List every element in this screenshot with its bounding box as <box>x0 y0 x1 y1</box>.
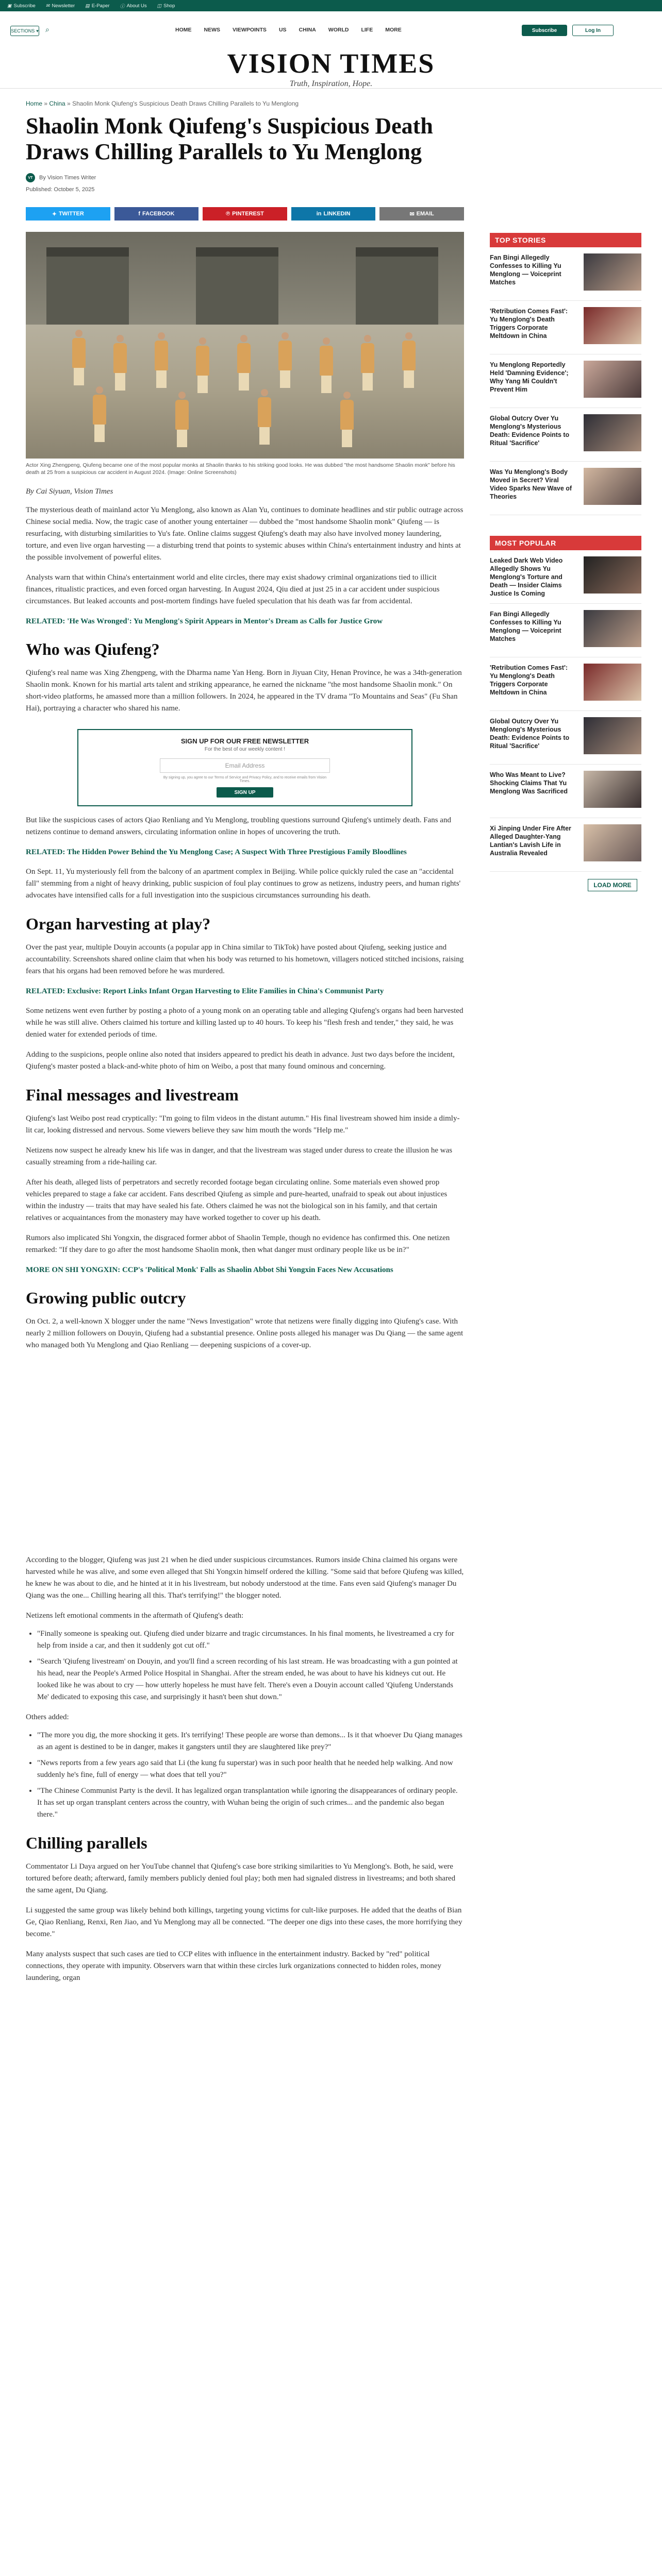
story-thumbnail <box>584 556 641 594</box>
load-more-button[interactable]: LOAD MORE <box>588 879 637 891</box>
list-item[interactable]: Was Yu Menglong's Body Moved in Secret? Viral Video Sparks New Wave of Theories <box>490 462 641 515</box>
newsletter-terms: By signing up, you agree to our Terms of Service and Privacy Policy, and to receive emails from Vision Times. <box>163 776 327 783</box>
paragraph: Qiufeng's real name was Xing Zhengpeng, with the Dharma name Yan Heng. Born in Jiyuan City, Henan Province, he was a 34th-generation Shaolin monk. Known for his martial arts talent and striking appearance, he earned the nickname "the most handsome Shaolin monk." On short-video platforms, he amassed more than a million followers. In 2024, he appeared in the TV drama "To Mountains and Seas" (Fu Shan Hai), portraying a character who shared his name. <box>26 669 462 713</box>
topbar-item-about[interactable]: ⓘ About Us <box>120 3 147 9</box>
paragraph: Over the past year, multiple Douyin accounts (a popular app in China similar to TikTok) have posted about Qiufeng, seeking justice and accountability. Screenshots shared online claim that when his body was returned to his hometown, villagers noticed stitched incisions, raising fears that his organs had been removed before he was murdered. <box>26 943 464 975</box>
share-pinterest-button[interactable]: ℗ PINTEREST <box>203 207 287 221</box>
breadcrumb-home[interactable]: Home <box>26 100 43 107</box>
paragraph: Commentator Li Daya argued on her YouTube channel that Qiufeng's case bore striking similarities to Yu Menglong's. Both, he said, were tortured before death; afterward, family members publicly denied foul play; both men had signaled distress in livestreams; and both shared the same agent, Du Qiang. <box>26 1862 456 1894</box>
paragraph: Rumors also implicated Shi Yongxin, the disgraced former abbot of Shaolin Temple, though no evidence has confirmed this. One netizen remarked: "If they dare to go after the most handsome Shaolin monk, then what danger must ordinary people like us be in?" <box>26 1234 450 1254</box>
paragraph: According to the blogger, Qiufeng was just 21 when he died under suspicious circumstances. Rumors inside China claimed his organs were harvested while he was alive, and some even alleged that Shi Yongxin himself ordered the killing. "Some said that before Qiufeng was killed, he knew he was about to die, and he hinted at it in his livestream, but nobody understood at the time. Fans even said Qiufeng's manager Du Qiang was the one... Chilling hearing all this. That's terrifying!" the blogger noted. <box>26 1556 464 1600</box>
paragraph: Others added: <box>26 1713 69 1721</box>
published-date: Published: October 5, 2025 <box>26 187 95 193</box>
list-item[interactable]: Global Outcry Over Yu Menglong's Mysterious Death: Evidence Points to Ritual 'Sacrifice' <box>490 711 641 765</box>
sign-up-button[interactable]: SIGN UP <box>217 787 273 798</box>
paragraph: Analysts warn that within China's entertainment world and elite circles, there may exist shadowy criminal organizations tied to illicit finances, ritualistic practices, and even forced organ harvesting. In August 2024, Qiu died at just 25 in a car accident under suspicious circumstances. But leaked accounts and post-mortem findings have fueled speculation that his death was far from accidental. <box>26 573 440 605</box>
section-heading: Chilling parallels <box>26 1834 147 1852</box>
list-item: • "Finally someone is speaking out. Qiufeng died under bizarre and tragic circumstances. In his final moments, he livestreamed a cry for help from inside a car, and then it suddenly got cut off." <box>37 1628 464 1652</box>
paragraph: Netizens now suspect he already knew his life was in danger, and that the livestream was staged under duress to create the illusion he was casually streaming from a ride-hailing car. <box>26 1146 453 1166</box>
paragraph: Many analysts suspect that such cases are tied to CCP elites with influence in the entertainment industry. Backed by "red" political connections, they operate with impunity. Observers warn that within these circles lurk organizations connected to hidden roles, money laundering, organ <box>26 1950 442 1982</box>
quote-list <box>37 1628 464 1703</box>
paragraph: Some netizens went even further by posting a photo of a young monk on an operating table and alleging Qiufeng's organs had been harvested while he was still alive. Others claimed his torture and killing lasted up to 40 hours. To keep his "flesh fresh and tender," they said, he was denied water for extended periods of time. <box>26 1007 464 1039</box>
quote-list <box>37 1730 464 1821</box>
list-item: • "Search 'Qiufeng livestream' on Douyin, and you'll find a screen recording of his last stream. He was broadcasting with a gun pointed at his head, near the People's Armed Police Hospital in Shanghai. After the stream ended, he was about to have his kidneys cut out. He looked like he was about to cry — how utterly hopeless he must have felt. There's even a Douyin account called 'Qiufeng Understands Me' dedicated to exposing this case, and surprisingly it hasn't been shut down." <box>37 1656 464 1703</box>
newsletter-subtitle: For the best of our weekly content ! <box>204 747 286 752</box>
twitter-icon: ✦ <box>52 211 57 217</box>
linkedin-icon: in <box>316 211 322 217</box>
top-stories-heading: TOP STORIES <box>490 233 641 247</box>
list-item[interactable]: Fan Bingi Allegedly Confesses to Killing Yu Menglong — Voiceprint Matches <box>490 247 641 301</box>
topbar-item-shop[interactable]: ◫ Shop <box>157 3 175 9</box>
newsletter-signup <box>77 729 412 806</box>
top-utility-bar <box>0 0 662 11</box>
pinterest-icon: ℗ <box>226 211 230 217</box>
newsletter-icon: ✉ <box>45 3 50 8</box>
paragraph: But like the suspicious cases of actors Qiao Renliang and Yu Menglong, troubling questions surround Qiufeng's untimely death. Fans and netizens continue to demand answers, circulating information online in hopes of uncovering the truth. <box>26 816 451 836</box>
paragraph: On Sept. 11, Yu mysteriously fell from the balcony of an apartment complex in Beijing. While police quickly ruled the case an "accidental fall" stemming from a night of heavy drinking, public suspicion of foul play continues to grow as netizens, industry peers, and human rights' advocates have intensified calls for a full investigation into the suspicious circumstances surrounding his death. <box>26 868 461 900</box>
paragraph: Adding to the suspicions, people online also noted that insiders appeared to predict his death in advance. Just two days before the incident, Qiufeng's master posted a black-and-white photo of him on Weibo, a post that many found ominous and concerning. <box>26 1050 455 1071</box>
story-thumbnail <box>584 307 641 344</box>
byline-text[interactable]: By Vision Times Writer <box>39 175 96 181</box>
related-link[interactable]: MORE ON SHI YONGXIN: CCP's 'Political Monk' Falls as Shaolin Abbot Shi Yongxin Faces New Accusations <box>26 1266 393 1274</box>
list-item[interactable]: Who Was Meant to Live? Shocking Claims That Yu Menglong Was Sacrificed <box>490 765 641 818</box>
story-thumbnail <box>584 253 641 291</box>
section-heading: Who was Qiufeng? <box>26 640 160 658</box>
related-link[interactable]: RELATED: 'He Was Wronged': Yu Menglong's Spirit Appears in Mentor's Dream as Calls for Justice Grow <box>26 617 383 625</box>
story-thumbnail <box>584 414 641 451</box>
related-link[interactable]: RELATED: Exclusive: Report Links Infant Organ Harvesting to Elite Families in China's Communist Party <box>26 987 384 995</box>
share-facebook-button[interactable]: f FACEBOOK <box>114 207 199 221</box>
sidebar <box>490 233 641 891</box>
topbar-item-newsletter[interactable]: ✉ Newsletter <box>45 3 75 9</box>
article-title: Shaolin Monk Qiufeng's Suspicious Death Draws Chilling Parallels to Yu Menglong <box>26 113 433 164</box>
share-bar <box>26 207 464 221</box>
list-item[interactable]: Leaked Dark Web Video Allegedly Shows Yu Menglong's Torture and Death — Insider Claims Justice Is Coming <box>490 550 641 604</box>
section-heading: Final messages and livestream <box>26 1086 239 1104</box>
story-thumbnail <box>584 664 641 701</box>
breadcrumb-current: Shaolin Monk Qiufeng's Suspicious Death Draws Chilling Parallels to Yu Menglong <box>72 100 299 107</box>
paragraph: On Oct. 2, a well-known X blogger under the name "News Investigation" wrote that netizens were finally digging into Qiufeng's case. With nearly 2 million followers on Douyin, Qiufeng had a substantial presence. Online posts alleged his manager was Du Qiang — the same agent who managed both Yu Menglong and Qiao Renliang — deepening suspicions of a cover-up. <box>26 1317 464 1349</box>
list-item[interactable]: Fan Bingi Allegedly Confesses to Killing Yu Menglong — Voiceprint Matches <box>490 604 641 657</box>
author-avatar: VT <box>26 173 35 182</box>
nav-viewpoints[interactable]: VIEWPOINTS <box>233 27 267 33</box>
email-field[interactable]: Email Address <box>160 758 330 773</box>
list-item[interactable]: Xi Jinping Under Fire After Alleged Daughter-Yang Lantian's Lavish Life in Australia Revealed <box>490 818 641 872</box>
list-item[interactable]: Yu Menglong Reportedly Held 'Damning Evidence'; Why Yang Mi Couldn't Prevent Him <box>490 354 641 408</box>
byline <box>26 173 464 182</box>
breadcrumb-china[interactable]: China <box>49 100 65 107</box>
facebook-icon: f <box>138 211 141 217</box>
login-button[interactable]: Log In <box>572 25 614 36</box>
article-author: By Cai Siyuan, Vision Times <box>26 487 113 496</box>
paragraph: The mysterious death of mainland actor Yu Menglong, also known as Alan Yu, continues to dominate headlines and stir public outrage across Chinese social media. Now, the tragic case of another young entertainer — dubbed the "most handsome Shaolin monk" Qiufeng — is resurfacing, with disturbing similarities to Yu's fate. Online claims suggest Qiufeng's death may also have involved money laundering, torture, and even live organ harvesting — a disturbing trend that points to systemic abuses within China's entertainment industry and hints at the possible involvement of powerful elites. <box>26 506 464 562</box>
section-heading: Growing public outcry <box>26 1289 186 1307</box>
list-item: • "The more you dig, the more shocking it gets. It's terrifying! These people are worse than demons... Is it that whoever Du Qiang manages as an agent is destined to be in danger, makes it gangsters until they are slaughtered like prey?" <box>37 1730 464 1753</box>
search-icon[interactable]: ⌕ <box>45 26 49 34</box>
newsletter-title: SIGN UP FOR OUR FREE NEWSLETTER <box>180 737 309 745</box>
story-thumbnail <box>584 771 641 808</box>
share-twitter-button[interactable]: ✦ TWITTER <box>26 207 110 221</box>
share-linkedin-button[interactable]: in LINKEDIN <box>291 207 376 221</box>
chevron-down-icon: ▾ <box>36 28 39 33</box>
related-link[interactable]: RELATED: The Hidden Power Behind the Yu Menglong Case; A Suspect With Three Prestigious Family Bloodlines <box>26 848 407 856</box>
list-item: • "News reports from a few years ago said that Li (the kung fu superstar) was in such poor health that he needed help walking. And now suddenly he's fine, full of energy — what does that tell you?" <box>37 1757 464 1781</box>
list-item[interactable]: Global Outcry Over Yu Menglong's Mysterious Death: Evidence Points to Ritual 'Sacrifice' <box>490 408 641 462</box>
epaper-icon: ▤ <box>85 3 90 8</box>
story-thumbnail <box>584 361 641 398</box>
nav-life[interactable]: LIFE <box>361 27 373 33</box>
nav-more[interactable]: MORE <box>385 27 402 33</box>
shop-icon: ◫ <box>157 3 162 8</box>
most-popular-heading: MOST POPULAR <box>490 536 641 550</box>
main-nav <box>175 27 402 33</box>
share-email-button[interactable]: ✉ EMAIL <box>379 207 464 221</box>
nav-world[interactable]: WORLD <box>328 27 349 33</box>
list-item[interactable]: 'Retribution Comes Fast': Yu Menglong's Death Triggers Corporate Meltdown in China <box>490 657 641 711</box>
paragraph: Li suggested the same group was likely behind both killings, targeting young victims for cult-like purposes. He added that the deaths of Bian Ge, Qiao Renliang, Renxi, Ren Jiao, and Yu Menglong may all be connected. "The deeper one digs into these cases, the more horrifying they become." <box>26 1906 462 1938</box>
embedded-media-placeholder <box>26 1361 464 1546</box>
paragraph: Qiufeng's last Weibo post read cryptically: "I'm going to film videos in the distant autumn." His final livestream showed him inside a dimly-lit car, looking distressed and nervous. Some viewers believe they saw him mouth the words "Help me." <box>26 1114 460 1134</box>
breadcrumb: Home » China » Shaolin Monk Qiufeng's Suspicious Death Draws Chilling Parallels to Yu Menglong <box>26 100 299 107</box>
story-thumbnail <box>584 468 641 505</box>
hero-caption: Actor Xing Zhengpeng, Qiufeng became one of the most popular monks at Shaolin thanks to his striking good looks. He was dubbed "the most handsome Shaolin monk" before his death at 25 from a suspicious car accident in August 2024. (Image: Online Screenshots) <box>26 462 455 476</box>
list-item: • "The Chinese Communist Party is the devil. It has legalized organ transplantation while ignoring the disappearances of ordinary people. It has set up organ transplant centers across the country, with Wuhan being the origin of such crimes... and the pandemic also began there." <box>37 1785 464 1821</box>
sections-menu-button[interactable] <box>10 26 39 36</box>
about-icon: ⓘ <box>120 3 125 9</box>
nav-home[interactable]: HOME <box>175 27 192 33</box>
subscribe-button[interactable]: Subscribe <box>522 25 567 36</box>
story-thumbnail <box>584 610 641 647</box>
book-icon: ▣ <box>7 3 12 8</box>
story-thumbnail <box>584 717 641 754</box>
site-logo[interactable]: VISION TIMES <box>227 48 435 79</box>
paragraph: After his death, alleged lists of perpetrators and secretly recorded footage began circulating online. Some materials even showed prop vehicles prepared to stage a fake car accident. Fans described Qiufeng as simple and pure-hearted, unafraid to speak out about injustices within the industry — traits that may have sealed his fate. Others claimed he was not the biological son in his family, and that certain relatives or acquaintances from the monastery may have worked together to cover up his death. <box>26 1178 448 1222</box>
site-header <box>0 11 662 89</box>
site-tagline: Truth, Inspiration, Hope. <box>289 79 373 88</box>
paragraph: Netizens left emotional comments in the aftermath of Qiufeng's death: <box>26 1612 244 1620</box>
topbar-item-epaper[interactable]: ▤ E-Paper <box>85 3 110 9</box>
nav-china[interactable]: CHINA <box>299 27 316 33</box>
story-thumbnail <box>584 824 641 861</box>
hero-image <box>26 232 464 459</box>
email-icon: ✉ <box>409 211 415 217</box>
article <box>26 93 464 1984</box>
list-item[interactable]: 'Retribution Comes Fast': Yu Menglong's Death Triggers Corporate Meltdown in China <box>490 301 641 354</box>
topbar-item-subscribe[interactable]: ▣ Subscribe <box>7 3 36 9</box>
nav-news[interactable]: NEWS <box>204 27 220 33</box>
sections-label: SECTIONS <box>11 28 35 33</box>
section-heading: Organ harvesting at play? <box>26 914 211 933</box>
nav-us[interactable]: US <box>278 27 287 33</box>
